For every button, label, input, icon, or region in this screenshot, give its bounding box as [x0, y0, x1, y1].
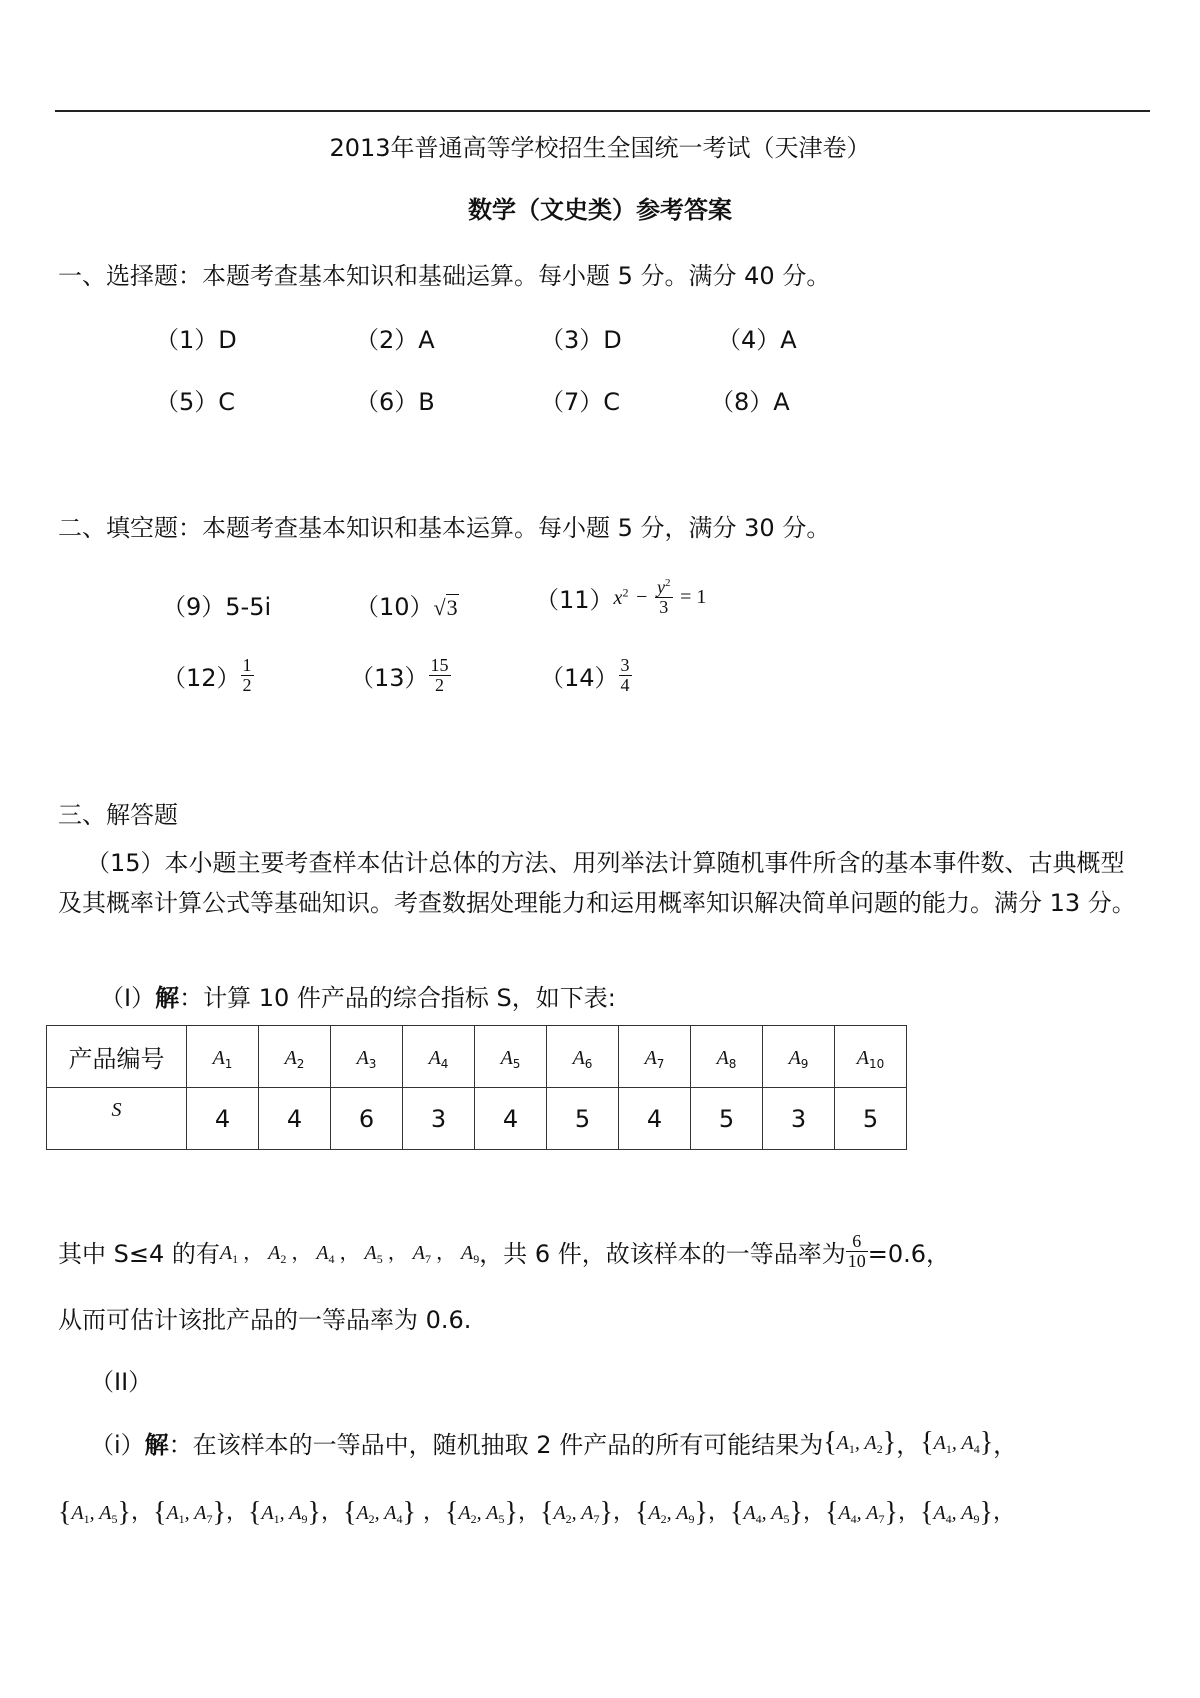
section1-heading: 一、选择题：本题考查基本知识和基础运算。每小题 5 分。满分 40 分。	[58, 262, 831, 290]
product-cell	[331, 1026, 403, 1088]
score-cell: 6	[331, 1088, 403, 1150]
answer-11-y-exp: 2	[665, 577, 671, 589]
score-cell: 3	[403, 1088, 475, 1150]
page-subtitle: 数学（文史类）参考答案	[468, 196, 732, 224]
product-sub: 7	[656, 1057, 665, 1071]
product-cell	[835, 1026, 907, 1088]
product-letter: A	[856, 1047, 869, 1069]
pair-set: {$A_1$, $A_7$}	[153, 1497, 226, 1528]
score-cell: 4	[619, 1088, 691, 1150]
answer-4: （4）A	[717, 326, 797, 354]
answer-10-label: （10）	[355, 593, 434, 621]
conclusion-line-1	[58, 1232, 950, 1271]
answer-6: （6）B	[355, 388, 435, 416]
answer-8: （8）A	[710, 388, 790, 416]
conclusion-1-items: $A_1$ ， $A_2$ ， $A_4$ ， $A_5$ ， $A_7$ ， $A_9$	[219, 1241, 480, 1266]
product-sub: 4	[440, 1057, 449, 1071]
product-letter: A	[716, 1047, 729, 1069]
item-a: $A_9$	[460, 1241, 480, 1266]
pair-set: {$A_2$, $A_5$}	[444, 1497, 518, 1528]
answer-11-label: （11）	[535, 585, 614, 614]
part1-line	[100, 978, 616, 1013]
score-cell: 4	[475, 1088, 547, 1150]
product-sub: 1	[224, 1057, 233, 1071]
score-cell: 3	[763, 1088, 835, 1150]
section2-heading: 二、填空题：本题考查基本知识和基本运算。每小题 5 分，满分 30 分。	[58, 514, 831, 542]
table-header-s	[47, 1088, 187, 1150]
answer-11-x: x	[613, 586, 623, 609]
pair-set: {$A_2$, $A_4$}	[343, 1497, 416, 1528]
product-cell	[259, 1026, 331, 1088]
product-sub: 9	[800, 1057, 809, 1071]
part2i-solve: 解	[144, 1431, 169, 1459]
answer-12	[162, 656, 254, 695]
answer-13-num: 15	[430, 655, 449, 675]
section3-heading: 三、解答题	[58, 801, 178, 829]
pair-set: {$A_1$, $A_2$}	[823, 1426, 897, 1458]
q15-intro: （15）本小题主要考查样本估计总体的方法、用列举法计算随机事件所含的基本事件数、古典概型及其概率计算公式等基础知识。考查数据处理能力和运用概率知识解决简单问题的能力。满分 13 分。	[58, 849, 1136, 917]
product-cell	[763, 1026, 835, 1088]
answer-1: （1）D	[155, 326, 237, 354]
answer-11-rhs: = 1	[680, 585, 707, 608]
conclusion-line-2: 从而可估计该批产品的一等品率为 0.6.	[58, 1306, 472, 1334]
answer-7: （7）C	[540, 388, 621, 416]
answer-13-den: 2	[429, 675, 451, 695]
answer-11-y: y	[657, 577, 665, 597]
conclusion-1-c: =0.6，	[867, 1239, 950, 1268]
answer-14-num: 3	[620, 655, 630, 675]
product-cell	[691, 1026, 763, 1088]
item-a: $A_4$	[316, 1241, 335, 1266]
product-sub: 2	[296, 1057, 305, 1071]
pair-set: {$A_4$, $A_9$}	[919, 1497, 993, 1528]
answer-11-x-exp: 2	[622, 585, 629, 600]
product-cell	[403, 1026, 475, 1088]
answer-10-radicand: 3	[446, 595, 458, 620]
answer-12-fraction	[241, 656, 254, 695]
answer-11	[535, 578, 706, 617]
answer-11-fraction	[655, 578, 673, 617]
table-row	[47, 1088, 907, 1150]
answer-3: （3）D	[540, 326, 622, 354]
product-letter: A	[356, 1047, 369, 1069]
answer-14-label: （14）	[540, 663, 619, 692]
table-row	[47, 1026, 907, 1088]
answer-9: （9）5-5i	[162, 593, 272, 621]
product-cell	[187, 1026, 259, 1088]
answer-13	[350, 656, 451, 695]
table-header-s-label: S	[111, 1099, 122, 1121]
pair-set: {$A_1$, $A_4$}	[920, 1426, 994, 1458]
conclusion-1-a: 其中 S≤4 的有	[58, 1239, 220, 1268]
part2i-text: ：在该样本的一等品中，随机抽取 2 件产品的所有可能结果为	[168, 1431, 824, 1459]
product-letter: A	[284, 1047, 297, 1069]
conclusion-1-num: 6	[852, 1231, 862, 1251]
score-cell: 5	[547, 1088, 619, 1150]
answer-14-den: 4	[620, 674, 630, 695]
part1-text: ：计算 10 件产品的综合指标 S，如下表:	[179, 984, 616, 1012]
answer-14	[540, 656, 632, 695]
product-letter: A	[572, 1047, 585, 1069]
score-table	[46, 1025, 907, 1150]
product-letter: A	[788, 1047, 801, 1069]
table-header-product: 产品编号	[47, 1026, 187, 1088]
product-cell	[619, 1026, 691, 1088]
product-sub: 10	[868, 1057, 885, 1071]
answer-10-sqrt: √3	[433, 595, 458, 620]
product-letter: A	[644, 1047, 657, 1069]
product-letter: A	[428, 1047, 441, 1069]
item-a: $A_7$	[412, 1241, 431, 1266]
product-sub: 8	[728, 1057, 737, 1071]
answer-13-label: （13）	[350, 663, 429, 692]
product-sub: 3	[368, 1057, 377, 1071]
item-a: $A_5$	[364, 1241, 383, 1266]
conclusion-1-fraction	[846, 1232, 868, 1271]
page-title: 2013年普通高等学校招生全国统一考试（天津卷）	[329, 134, 871, 162]
pair-set: {$A_4$, $A_5$}	[729, 1497, 803, 1528]
pair-set: {$A_4$, $A_7$}	[824, 1497, 898, 1528]
answer-14-fraction	[619, 656, 632, 695]
answer-5: （5）C	[155, 388, 236, 416]
answer-11-den: 3	[655, 597, 673, 617]
conclusion-1-den: 10	[847, 1250, 866, 1271]
pair-set: {$A_1$, $A_5$}	[58, 1497, 131, 1528]
pair-set: {$A_2$, $A_7$}	[539, 1497, 613, 1528]
part2i-label: （i）	[90, 1431, 145, 1459]
pair-set: {$A_2$, $A_9$}	[634, 1497, 708, 1528]
answer-13-fraction	[429, 656, 451, 695]
part1-label: （I）	[100, 984, 156, 1012]
part2-label: （II）	[90, 1368, 153, 1396]
answer-10	[355, 587, 459, 622]
conclusion-1-b: ，共 6 件，故该样本的一等品率为	[479, 1239, 846, 1268]
pairs-line-2: {$A_1$, $A_5$}，{$A_1$, $A_7$}，{$A_1$, $A_9$}，{$A_2$, $A_4$} ，{$A_2$, $A_5$}，{$A_2$, $A_7$}，{$A_2$, $A_9$}，{$A_4$, $A_5$}，{$A_4$, $A_7$}，{$A_4$, $A_9$}，	[58, 1497, 1015, 1528]
score-cell: 4	[187, 1088, 259, 1150]
top-rule	[55, 110, 1150, 112]
product-cell	[475, 1026, 547, 1088]
product-letter: A	[500, 1047, 513, 1069]
answer-2: （2）A	[355, 326, 435, 354]
item-a: $A_2$	[268, 1241, 287, 1266]
answer-12-label: （12）	[162, 663, 241, 692]
part1-solve: 解	[155, 984, 180, 1012]
score-cell: 5	[691, 1088, 763, 1150]
answer-12-num: 1	[242, 655, 252, 675]
product-cell	[547, 1026, 619, 1088]
part2i-line: （i）解：在该样本的一等品中，随机抽取 2 件产品的所有可能结果为{$A_1$, $A_2$}，{$A_1$, $A_4$}，	[90, 1426, 1018, 1459]
product-sub: 6	[584, 1057, 593, 1071]
product-letter: A	[212, 1047, 225, 1069]
answer-11-minus: −	[636, 585, 648, 608]
score-cell: 5	[835, 1088, 907, 1150]
item-a: $A_1$	[219, 1241, 239, 1266]
pair-set: {$A_1$, $A_9$}	[248, 1497, 321, 1528]
product-sub: 5	[512, 1057, 521, 1071]
score-cell: 4	[259, 1088, 331, 1150]
answer-12-den: 2	[242, 674, 252, 695]
